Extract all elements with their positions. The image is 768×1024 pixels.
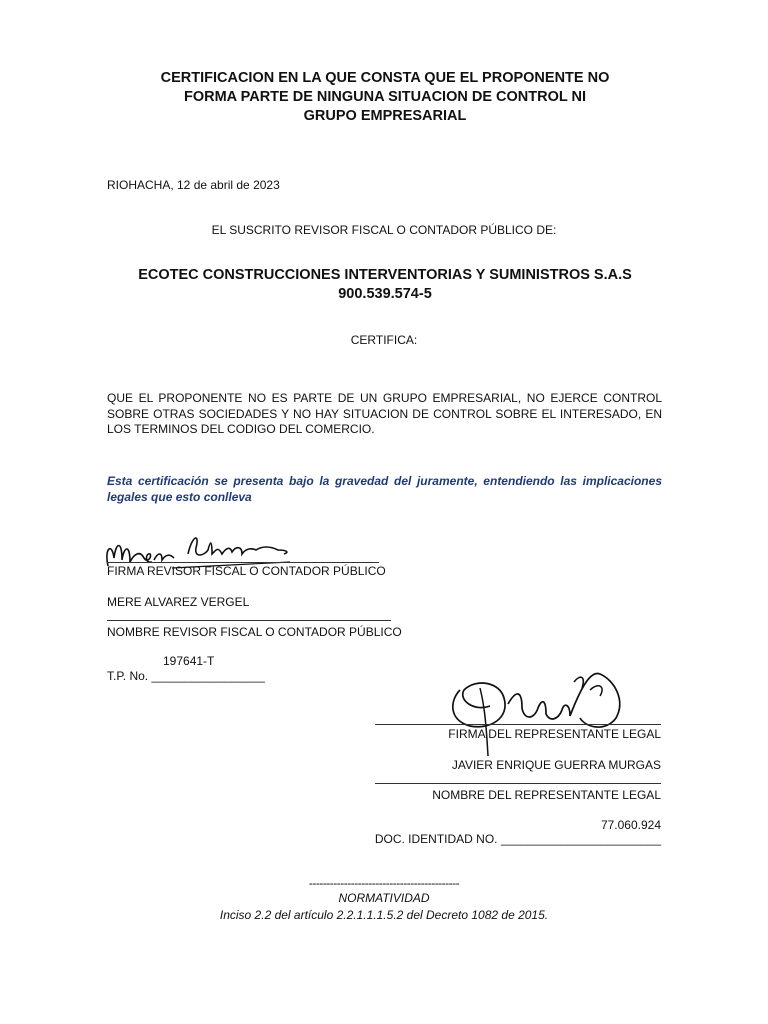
representante-doc-label: DOC. IDENTIDAD NO. ________________________ <box>374 832 661 846</box>
footer-separator: ------------------------------------------- <box>308 876 460 890</box>
representante-doc-number: 77.060.924 <box>600 818 661 832</box>
company-block <box>80 266 690 304</box>
company-nit: 900.539.574-5 <box>338 286 432 302</box>
normatividad-reference: Inciso 2.2 del artículo 2.2.1.1.1.5.2 del Decreto 1082 de 2015. <box>219 908 549 922</box>
representante-nombre-label: NOMBRE DEL REPRESENTANTE LEGAL <box>432 788 661 802</box>
revisor-name-line <box>107 620 391 621</box>
date-line: RIOHACHA, 12 de abril de 2023 <box>107 178 280 192</box>
normatividad-heading: NORMATIVIDAD <box>338 891 430 905</box>
revisor-nombre-label: NOMBRE REVISOR FISCAL O CONTADOR PÚBLICO <box>107 625 402 639</box>
revisor-tp-label: T.P. No. _________________ <box>107 669 265 683</box>
company-name: ECOTEC CONSTRUCCIONES INTERVENTORIAS Y SUMINISTROS S.A.S <box>138 267 632 283</box>
oath-statement: Esta certificación se presenta bajo la gravedad del juramente, entendiendo las implicaciones legales que esto conlleva <box>107 474 662 504</box>
certification-body: QUE EL PROPONENTE NO ES PARTE DE UN GRUPO EMPRESARIAL, NO EJERCE CONTROL SOBRE OTRAS SOCIEDADES Y NO HAY SITUACION DE CONTROL SOBRE EL INTERESADO, EN LOS TERMINOS DEL CODIGO DEL COMERCIO. <box>107 391 662 436</box>
certifica-heading: CERTIFICA: <box>350 333 418 347</box>
suscrito-heading: EL SUSCRITO REVISOR FISCAL O CONTADOR PÚBLICO DE: <box>211 223 557 237</box>
revisor-name: MERE ALVAREZ VERGEL <box>107 595 250 609</box>
revisor-tp-number: 197641-T <box>163 654 215 668</box>
representante-name: JAVIER ENRIQUE GUERRA MURGAS <box>451 758 661 772</box>
representante-firma-label: FIRMA DEL REPRESENTANTE LEGAL <box>448 727 661 741</box>
representante-signature-line <box>375 724 661 725</box>
revisor-firma-label: FIRMA REVISOR FISCAL O CONTADOR PÚBLICO <box>107 564 386 578</box>
representante-name-line <box>375 783 661 784</box>
revisor-signature-line <box>107 562 379 563</box>
representante-signature <box>430 660 640 760</box>
document-title: CERTIFICACION EN LA QUE CONSTA QUE EL PROPONENTE NO FORMA PARTE DE NINGUNA SITUACION DE CONTROL NI GRUPO EMPRESARIAL <box>160 70 610 124</box>
